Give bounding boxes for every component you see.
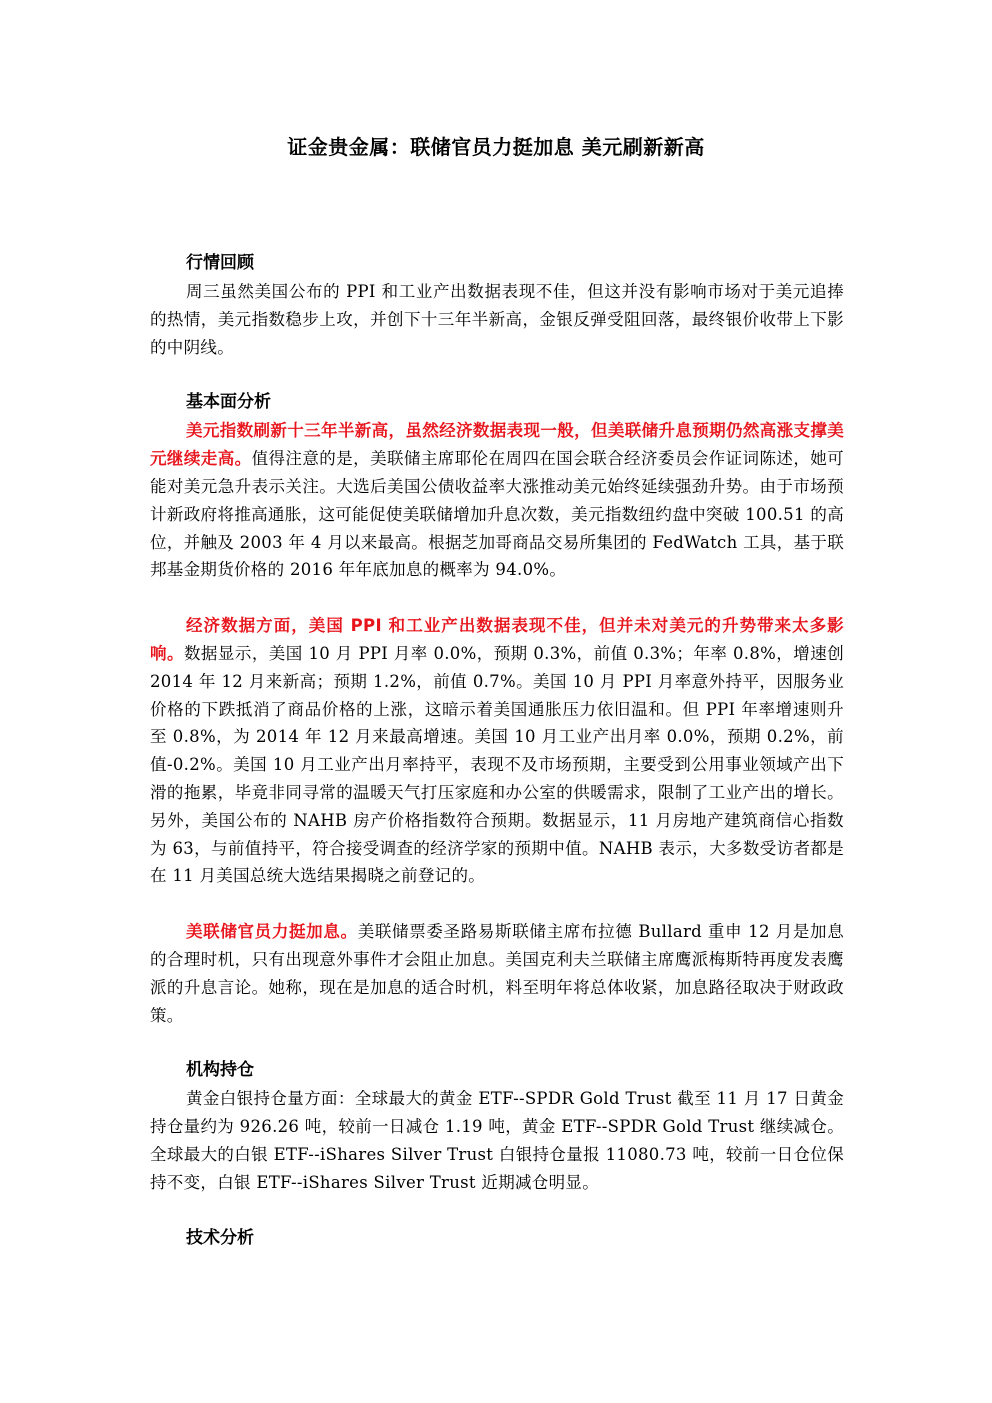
section-heading-fundamentals: 基本面分析 [186,392,271,413]
highlight-lead-text: 美元指数刷新十三年半新高，虽然经济数据表现一般，但美联储升息预期仍然高涨支撑美元继续走高。 [150,421,844,469]
section-heading-technical: 技术分析 [186,1227,254,1248]
fundamentals-paragraph-3 [150,918,844,1029]
document-body [150,248,844,1253]
highlight-lead-text: 经济数据方面，美国 PPI 和工业产出数据表现不佳，但并未对美元的升势带来太多影响。 [150,616,844,663]
paragraph-text: 值得注意的是，美联储主席耶伦在周四在国会联合经济委员会作证词陈述，她可能对美元急升表示关注。大选后美国公债收益率大涨推动美元始终延续强劲升势。由于市场预计新政府将推高通胀，这可能促使美联储增加升息次数，美元指数纽约盘中突破 100.51 的高位，并触及 2003 年 4 月以来最高。根据芝加哥商品交易所集团的 FedWatch 工具，基于联邦基金期货价格的 2016 年年底加息的概率为 94.0%。 [150,449,844,580]
document-title: 证金贵金属：联储官员力挺加息 美元刷新新高 [287,135,705,159]
positions-paragraph: 黄金白银持仓量方面：全球最大的黄金 ETF--SPDR Gold Trust 截至 11 月 17 日黄金持仓量约为 926.26 吨，较前一日减仓 1.19 吨，黄金 ETF--SPDR Gold Trust 继续减仓。全球最大的白银 ETF--iShares Silver Trust 白银持仓量报 11080.73 吨，较前一日仓位保持不变，白银 ETF--iShares Silver Trust 近期减仓明显。 [150,1089,844,1192]
market-review-paragraph: 周三虽然美国公布的 PPI 和工业产出数据表现不佳，但这并没有影响市场对于美元追捧的热情，美元指数稳步上攻，并创下十三年半新高，金银反弹受阻回落，最终银价收带上下影的中阴线。 [150,282,844,357]
section-heading-positions: 机构持仓 [186,1060,254,1081]
fundamentals-paragraph-1 [150,417,844,584]
paragraph-text: 美联储票委圣路易斯联储主席布拉德 Bullard 重申 12 月是加息的合理时机，只有出现意外事件才会阻止加息。美国克利夫兰联储主席鹰派梅斯特再度发表鹰派的升息言论。她称，现在是加息的适合时机，料至明年将总体收紧，加息路径取决于财政政策。 [150,922,845,1025]
paragraph-text: 数据显示，美国 10 月 PPI 月率 0.0%，预期 0.3%，前值 0.3%；年率 0.8%，增速创 2014 年 12 月来新高；预期 1.2%，前值 0.7%。美国 10 月 PPI 月率意外持平，因服务业价格的下跌抵消了商品价格的上涨，这暗示着美国通胀压力依旧温和。但 PPI 年率增速则升至 0.8%，为 2014 年 12 月来最高增速。美国 10 月工业产出月率 0.0%，预期 0.2%，前值-0.2%。美国 10 月工业产出月率持平，表现不及市场预期，主要受到公用事业领域产出下滑的拖累，毕竟非同寻常的温暖天气打压家庭和办公室的供暖需求，限制了工业产出的增长。另外，美国公布的 NAHB 房产价格指数符合预期。数据显示，11 月房地产建筑商信心指数为 63，与前值持平，符合接受调查的经济学家的预期中值。NAHB 表示，大多数受访者都是在 11 月美国总统大选结果揭晓之前登记的。 [150,643,845,886]
highlight-lead-text: 美联储官员力挺加息。 [186,922,358,942]
section-heading-market-review: 行情回顾 [186,253,254,273]
fundamentals-paragraph-2 [150,612,844,890]
